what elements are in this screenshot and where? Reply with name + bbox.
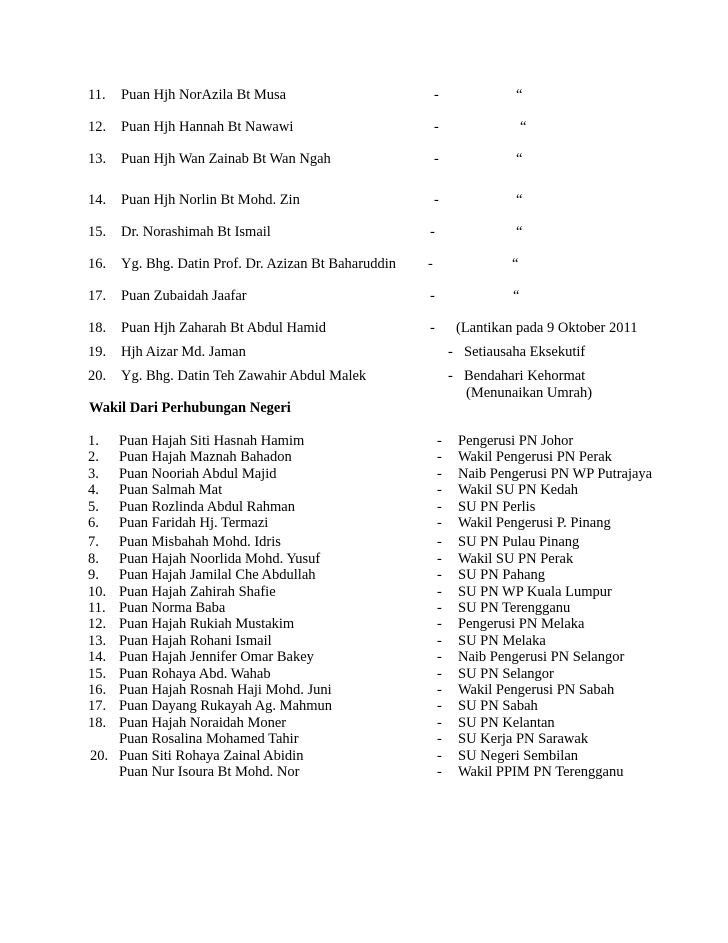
member-name: Puan Rozlinda Abdul Rahman xyxy=(119,498,295,515)
member-name: Yg. Bhg. Datin Prof. Dr. Azizan Bt Baharuddin xyxy=(121,256,397,272)
list-item xyxy=(0,648,728,666)
item-number: 13. xyxy=(88,632,107,649)
list-item xyxy=(0,714,728,732)
item-number: 20. xyxy=(90,747,109,764)
member-name: Yg. Bhg. Datin Teh Zawahir Abdul Malek xyxy=(121,368,367,384)
member-role: Pengerusi PN Melaka xyxy=(458,616,585,633)
list-item xyxy=(0,432,728,450)
separator-dash: - xyxy=(437,449,442,466)
member-name: Puan Hajah Maznah Bahadon xyxy=(119,449,292,466)
member-name: Puan Zubaidah Jaafar xyxy=(121,288,247,304)
member-role: Wakil Pengerusi PN Sabah xyxy=(458,682,615,698)
position-title: Bendahari Kehormat xyxy=(464,368,586,384)
member-name: Puan Dayang Rukayah Ag. Mahmun xyxy=(119,698,333,715)
list-item xyxy=(0,287,728,305)
list-item xyxy=(0,599,728,617)
member-role: Wakil SU PN Kedah xyxy=(458,482,579,499)
ditto-mark: “ xyxy=(516,151,523,167)
ditto-mark: “ xyxy=(516,87,523,103)
separator-dash: - xyxy=(428,256,433,272)
list-item xyxy=(0,566,728,584)
member-role: SU PN Pahang xyxy=(458,567,546,584)
separator-dash: - xyxy=(437,731,442,748)
list-item xyxy=(0,255,728,273)
list-item xyxy=(0,615,728,633)
separator-dash: - xyxy=(437,616,442,633)
member-role: SU PN Selangor xyxy=(458,665,554,682)
separator-dash: - xyxy=(434,151,439,167)
list-item xyxy=(0,367,728,385)
position-title: Setiausaha Eksekutif xyxy=(464,344,586,360)
member-role: Wakil Pengerusi PN Perak xyxy=(458,449,612,466)
ditto-mark: “ xyxy=(516,192,523,208)
member-name: Puan Nooriah Abdul Majid xyxy=(119,465,277,482)
list-item xyxy=(0,150,728,168)
item-number: 8. xyxy=(88,550,99,567)
member-name: Puan Hajah Noorlida Mohd. Yusuf xyxy=(119,550,321,567)
separator-dash: - xyxy=(437,515,442,531)
member-role: SU PN Pulau Pinang xyxy=(458,534,580,551)
separator-dash: - xyxy=(430,320,435,336)
list-item xyxy=(0,747,728,765)
member-name: Puan Hajah Jamilal Che Abdullah xyxy=(119,567,316,584)
separator-dash: - xyxy=(437,714,442,731)
member-name: Dr. Norashimah Bt Ismail xyxy=(121,224,271,240)
list-item xyxy=(0,514,728,532)
item-number: 12. xyxy=(88,616,107,633)
separator-dash: - xyxy=(437,747,442,764)
separator-dash: - xyxy=(434,119,439,135)
list-item xyxy=(0,697,728,715)
member-name: Puan Faridah Hj. Termazi xyxy=(119,515,269,531)
list-item xyxy=(0,730,728,748)
separator-dash: - xyxy=(437,482,442,499)
member-role: SU PN Terengganu xyxy=(458,600,571,616)
separator-dash: - xyxy=(448,368,453,384)
member-role: Pengerusi PN Johor xyxy=(458,433,574,449)
member-name: Puan Hjh NorAzila Bt Musa xyxy=(121,87,287,103)
member-name: Puan Nur Isoura Bt Mohd. Nor xyxy=(119,764,300,780)
member-role: SU PN Kelantan xyxy=(458,714,555,731)
list-item xyxy=(0,223,728,241)
item-number: 5. xyxy=(88,498,99,515)
separator-dash: - xyxy=(437,583,442,600)
item-number: 14. xyxy=(88,192,107,208)
position-note: (Menunaikan Umrah) xyxy=(466,385,593,401)
member-role: SU PN WP Kuala Lumpur xyxy=(458,583,612,600)
ditto-mark: “ xyxy=(513,288,520,304)
member-role: SU PN Sabah xyxy=(458,698,538,715)
separator-dash: - xyxy=(437,649,442,666)
member-name: Puan Rohaya Abd. Wahab xyxy=(119,665,271,682)
member-name: Puan Hajah Rohani Ismail xyxy=(119,632,272,649)
separator-dash: - xyxy=(437,665,442,682)
list-item xyxy=(0,550,728,568)
member-name: Puan Norma Baba xyxy=(119,600,226,616)
ditto-mark: “ xyxy=(516,224,523,240)
section-heading: Wakil Dari Perhubungan Negeri xyxy=(89,400,291,416)
separator-dash: - xyxy=(434,192,439,208)
item-number: 19. xyxy=(88,344,107,360)
separator-dash: - xyxy=(437,465,442,482)
item-number: 4. xyxy=(88,482,99,499)
item-number: 9. xyxy=(88,567,99,584)
list-item xyxy=(0,763,728,781)
list-item xyxy=(0,533,728,551)
member-name: Puan Hajah Zahirah Shafie xyxy=(119,583,276,600)
list-item xyxy=(0,319,728,337)
list-item xyxy=(0,343,728,361)
item-number: 17. xyxy=(88,288,107,304)
item-number: 14. xyxy=(88,649,107,666)
separator-dash: - xyxy=(448,344,453,360)
item-number: 1. xyxy=(88,433,99,449)
member-role: Wakil SU PN Perak xyxy=(458,550,574,567)
separator-dash: - xyxy=(434,87,439,103)
item-number: 7. xyxy=(88,534,99,551)
item-number: 17. xyxy=(88,698,107,715)
separator-dash: - xyxy=(430,224,435,240)
member-name: Puan Salmah Mat xyxy=(119,482,223,499)
item-number: 16. xyxy=(88,682,107,698)
member-name: Puan Hajah Jennifer Omar Bakey xyxy=(119,649,314,666)
item-number: 13. xyxy=(88,151,107,167)
list-item xyxy=(0,448,728,466)
member-role: Naib Pengerusi PN WP Putrajaya xyxy=(458,465,653,482)
member-name: Puan Hjh Zaharah Bt Abdul Hamid xyxy=(121,320,326,336)
item-number: 2. xyxy=(88,449,99,466)
separator-dash: - xyxy=(437,550,442,567)
separator-dash: - xyxy=(437,534,442,551)
member-name: Puan Hjh Wan Zainab Bt Wan Ngah xyxy=(121,151,331,167)
list-item xyxy=(0,681,728,699)
member-name: Puan Hjh Hannah Bt Nawawi xyxy=(121,119,294,135)
member-name: Puan Hjh Norlin Bt Mohd. Zin xyxy=(121,192,300,208)
member-name: Hjh Aizar Md. Jaman xyxy=(121,344,246,360)
member-role: Wakil PPIM PN Terengganu xyxy=(458,764,624,780)
list-item xyxy=(0,118,728,136)
list-item xyxy=(0,481,728,499)
item-number: 11. xyxy=(88,600,106,616)
member-role: Naib Pengerusi PN Selangor xyxy=(458,649,625,666)
separator-dash: - xyxy=(437,498,442,515)
list-item xyxy=(0,583,728,601)
list-item xyxy=(0,632,728,650)
item-number: 11. xyxy=(88,87,106,103)
item-number: 6. xyxy=(88,515,99,531)
member-role: SU Negeri Sembilan xyxy=(458,747,579,764)
member-role: SU PN Perlis xyxy=(458,498,536,515)
member-role: Wakil Pengerusi P. Pinang xyxy=(458,515,611,531)
item-number: 20. xyxy=(88,368,107,384)
separator-dash: - xyxy=(437,698,442,715)
separator-dash: - xyxy=(430,288,435,304)
separator-dash: - xyxy=(437,433,442,449)
separator-dash: - xyxy=(437,632,442,649)
item-number: 10. xyxy=(88,583,107,600)
member-name: Puan Hajah Rukiah Mustakim xyxy=(119,616,295,633)
item-number: 18. xyxy=(88,320,107,336)
appointment-note: (Lantikan pada 9 Oktober 2011 xyxy=(456,320,638,336)
item-number: 12. xyxy=(88,119,107,135)
member-name: Puan Rosalina Mohamed Tahir xyxy=(119,731,299,748)
item-number: 3. xyxy=(88,465,99,482)
list-item xyxy=(0,498,728,516)
member-name: Puan Hajah Noraidah Moner xyxy=(119,714,287,731)
member-role: SU Kerja PN Sarawak xyxy=(458,731,589,748)
ditto-mark: “ xyxy=(512,256,519,272)
separator-dash: - xyxy=(437,567,442,584)
list-item xyxy=(0,86,728,104)
item-number: 15. xyxy=(88,224,107,240)
separator-dash: - xyxy=(437,682,442,698)
separator-dash: - xyxy=(437,600,442,616)
member-role: SU PN Melaka xyxy=(458,632,546,649)
separator-dash: - xyxy=(437,764,442,780)
member-name: Puan Hajah Siti Hasnah Hamim xyxy=(119,433,305,449)
ditto-mark: “ xyxy=(520,119,527,135)
item-number: 16. xyxy=(88,256,107,272)
member-name: Puan Misbahah Mohd. Idris xyxy=(119,534,281,551)
member-name: Puan Hajah Rosnah Haji Mohd. Juni xyxy=(119,682,332,698)
item-number: 15. xyxy=(88,665,107,682)
member-name: Puan Siti Rohaya Zainal Abidin xyxy=(119,747,304,764)
list-item xyxy=(0,191,728,209)
item-number: 18. xyxy=(88,714,107,731)
list-item xyxy=(0,465,728,483)
list-item xyxy=(0,665,728,683)
